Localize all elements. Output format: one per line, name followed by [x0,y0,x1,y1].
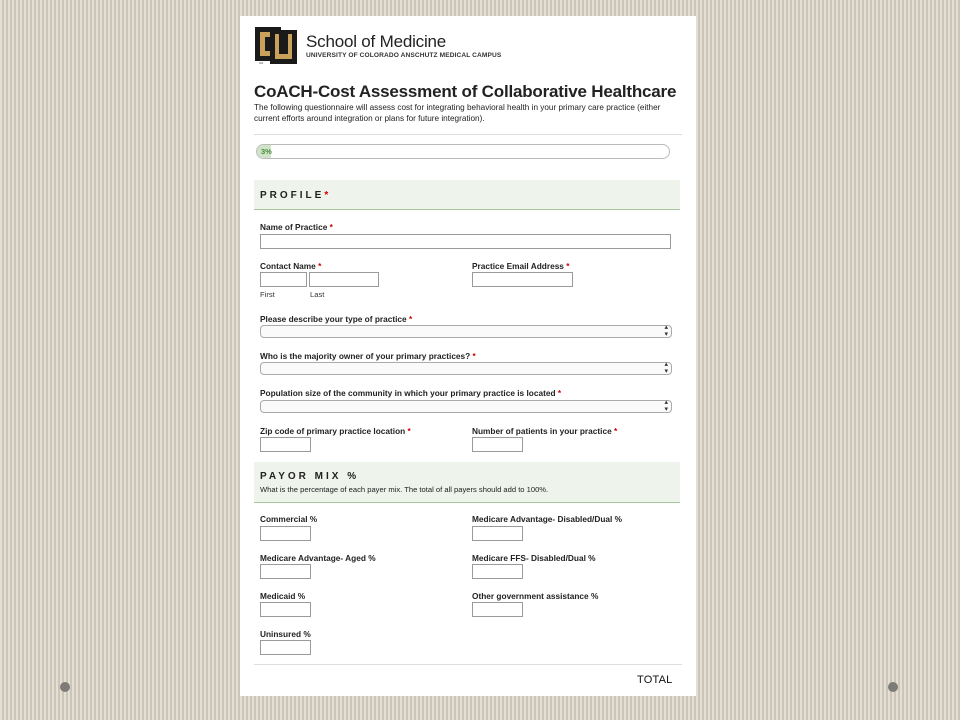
header-divider [254,134,682,135]
medicaid-label: Medicaid % [260,591,306,601]
zip-code-input[interactable] [260,437,311,452]
slide-bullet-dot-right [888,682,898,692]
first-name-hint: First [260,290,275,299]
practice-email-input[interactable] [472,272,573,287]
majority-owner-text: Who is the majority owner of your primary practices? [260,351,471,361]
num-patients-text: Number of patients in your practice [472,426,612,436]
select-arrows-icon: ▴ ▾ [664,361,668,375]
survey-intro: The following questionnaire will assess cost for integrating behavioral health in your primary care practice (either current efforts around integration or plans for future integration). [254,103,661,123]
footer-divider [254,664,682,665]
practice-type-label [260,314,412,324]
medicare-adv-disabled-input[interactable] [472,526,523,541]
majority-owner-select[interactable] [260,362,672,375]
required-mark: * [614,426,618,436]
zip-code-text: Zip code of primary practice location [260,426,406,436]
name-of-practice-input[interactable] [260,234,671,249]
slide-bullet-dot-left [60,682,70,692]
population-size-select[interactable] [260,400,672,413]
progress-bar [256,144,670,159]
medicare-ffs-disabled-label: Medicare FFS- Disabled/Dual % [472,553,596,563]
commercial-label: Commercial % [260,514,318,524]
zip-code-label [260,426,411,436]
practice-email-label [472,261,569,271]
payor-mix-section-header [254,462,680,503]
required-mark: * [329,222,333,232]
progress-label: 3% [261,147,272,156]
cu-logo-icon [254,24,298,66]
school-header [254,24,501,66]
campus-strong: ANSCHUTZ MEDICAL CAMPUS [400,51,502,59]
population-size-label [260,388,561,398]
last-name-hint: Last [310,290,325,299]
practice-type-select[interactable] [260,325,672,338]
medicare-adv-disabled-label: Medicare Advantage- Disabled/Dual % [472,514,623,524]
contact-name-text: Contact Name [260,261,316,271]
num-patients-input[interactable] [472,437,523,452]
select-arrows-icon: ▴ ▾ [664,399,668,413]
logo-lettering: CU [259,61,264,65]
required-mark: * [472,351,476,361]
uninsured-input[interactable] [260,640,311,655]
required-mark: * [408,314,413,324]
profile-section-header [254,180,680,210]
required-mark: * [557,388,562,398]
majority-owner-label [260,351,476,361]
payor-mix-heading: PAYOR MIX % [260,471,360,482]
population-size-text: Population size of the community in which your primary practice is located [260,388,556,398]
contact-name-label [260,261,321,271]
total-label: TOTAL [637,674,673,686]
required-mark: * [318,261,322,271]
select-arrows-icon: ▴ ▾ [664,324,668,338]
payor-mix-subtitle: What is the percentage of each payer mix. The total of all payers should add to 100%. [260,485,549,494]
medicare-adv-aged-label: Medicare Advantage- Aged % [260,553,376,563]
practice-type-text: Please describe your type of practice [260,314,407,324]
uninsured-label: Uninsured % [260,629,311,639]
other-gov-label: Other government assistance % [472,591,599,601]
contact-last-name-input[interactable] [309,272,379,287]
medicare-ffs-disabled-input[interactable] [472,564,523,579]
medicare-adv-aged-input[interactable] [260,564,311,579]
campus-prefix: UNIVERSITY OF COLORADO [306,51,401,59]
survey-title: CoACH-Cost Assessment of Collaborative Healthcare [254,82,677,101]
practice-email-text: Practice Email Address [472,261,564,271]
num-patients-label [472,426,617,436]
profile-heading: PROFILE [260,190,325,201]
contact-first-name-input[interactable] [260,272,307,287]
name-of-practice-text: Name of Practice [260,222,328,232]
survey-page [240,16,696,696]
required-mark: * [324,190,332,201]
other-gov-input[interactable] [472,602,523,617]
name-of-practice-label [260,222,333,232]
medicaid-input[interactable] [260,602,311,617]
required-mark: * [407,426,411,436]
campus-name [306,52,501,59]
school-name: School of Medicine [306,31,447,51]
commercial-input[interactable] [260,526,311,541]
required-mark: * [566,261,570,271]
